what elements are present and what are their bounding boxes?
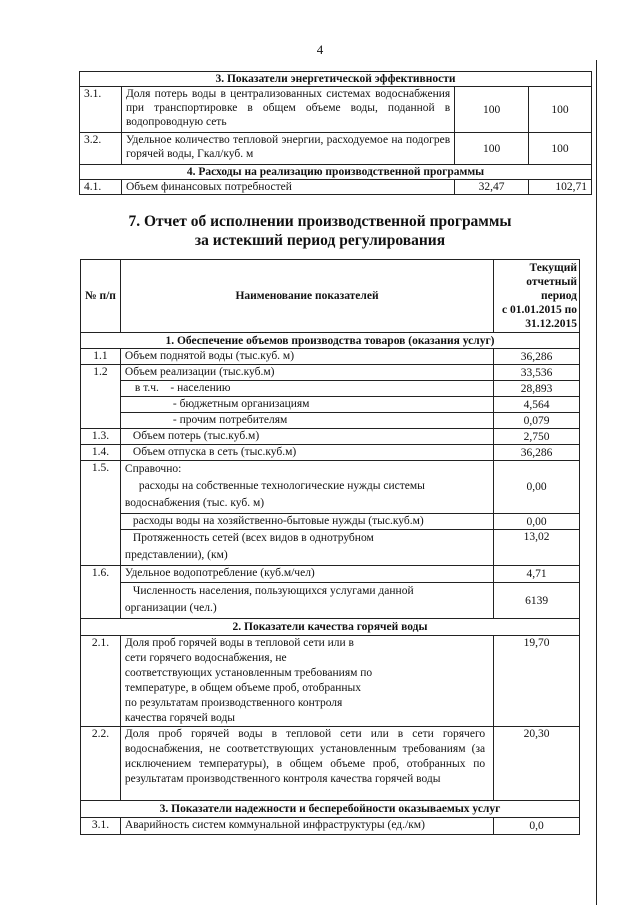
header-value-line: Текущий	[529, 262, 577, 274]
indicator-name: Объем реализации (тыс.куб.м)	[120, 365, 493, 381]
header-value-line: 31.12.2015	[525, 318, 577, 330]
value-cell: 33,536	[494, 365, 580, 381]
value-cell: 4,71	[494, 566, 580, 583]
indicator-name: - бюджетным организациям	[120, 397, 493, 413]
row-number: 1.6.	[81, 566, 121, 619]
indicator-line: Численность населения, пользующихся услугами данной	[132, 585, 414, 597]
header-value	[494, 260, 580, 333]
indicator-name: Объем отпуска в сеть (тыс.куб.м)	[120, 445, 493, 461]
indicator-name: Объем финансовых потребностей	[121, 180, 454, 195]
value-cell: 36,286	[494, 445, 580, 461]
value-cell: 100	[529, 87, 592, 133]
indicator-name: Удельное количество тепловой энергии, расходуемое на подогрев горячей воды, Гкал/куб. м	[121, 133, 454, 165]
row-number: 3.1.	[81, 818, 121, 835]
page-number: 4	[316, 42, 324, 57]
value-cell: 100	[529, 133, 592, 165]
indicator-name: Удельное водопотребление (куб.м/чел)	[120, 566, 493, 583]
value-cell: 0,00	[494, 461, 580, 514]
value-cell: 0,079	[494, 413, 580, 429]
value-cell: 6139	[494, 583, 580, 619]
section-7-title-line2: за истекший период регулирования	[194, 232, 446, 249]
row-number: 1.3.	[81, 429, 121, 445]
value-cell: 0,00	[494, 514, 580, 530]
indicator-name	[120, 381, 493, 397]
header-number: № п/п	[81, 260, 121, 333]
indicator-line: расходы на собственные технологические нужды системы	[138, 480, 425, 492]
value-cell: 36,286	[494, 349, 580, 365]
indicator-name	[120, 530, 493, 566]
indicator-name: Объем потерь (тыс.куб.м)	[120, 429, 493, 445]
prefix-label: в т.ч.	[134, 382, 159, 394]
row-number: 1.4.	[81, 445, 121, 461]
indicator-name: - прочим потребителям	[120, 413, 493, 429]
value-cell: 102,71	[529, 180, 592, 195]
value-cell: 28,893	[494, 381, 580, 397]
page-edge-line	[596, 60, 597, 905]
row-number: 1.1	[81, 349, 121, 365]
header-value-line: отчетный период	[526, 276, 577, 302]
row-number: 1.5.	[81, 461, 121, 566]
indicator-line: водоснабжения (тыс. куб. м)	[124, 497, 265, 509]
section-title: 1. Обеспечение объемов производства товаров (оказания услуг)	[81, 333, 580, 349]
indicator-name	[120, 461, 493, 514]
header-value-line: с 01.01.2015 по	[502, 304, 577, 316]
header-name: Наименование показателей	[120, 260, 493, 333]
indicator-name	[120, 583, 493, 619]
value-cell: 13,02	[494, 530, 580, 566]
indicator-name: Доля потерь воды в централизованных системах водоснабжения при транспортировке в общем объеме воды, поданной в водопроводную сеть	[121, 87, 454, 133]
section-7-title-line1: 7. Отчет об исполнении производственной программы	[128, 213, 512, 230]
report-table	[80, 259, 580, 835]
value-cell: 2,750	[494, 429, 580, 445]
value-cell: 100	[455, 133, 529, 165]
subitem-label: - населению	[170, 382, 231, 394]
row-number: 4.1.	[80, 180, 122, 195]
row-number: 2.1.	[81, 636, 121, 727]
row-number: 3.2.	[80, 133, 122, 165]
row-number: 1.2	[81, 365, 121, 429]
value-cell: 20,30	[494, 727, 580, 801]
section-title: 4. Расходы на реализацию производственной программы	[80, 165, 592, 180]
section-title: 3. Показатели энергетической эффективности	[80, 72, 592, 87]
indicator-name: Аварийность систем коммунальной инфраструктуры (ед./км)	[120, 818, 493, 835]
indicator-name: Доля проб горячей воды в тепловой сети или в сети горячего водоснабжения, не соответствующих установленным требованиям (за исключением температуры), в общем объеме проб, отобранных по результатам производственного контроля качества горячей воды	[120, 727, 493, 801]
value-cell: 19,70	[494, 636, 580, 727]
indicator-line: представлении), (км)	[124, 549, 228, 561]
row-number: 2.2.	[81, 727, 121, 801]
indicator-line: организации (чел.)	[124, 602, 217, 614]
value-cell: 32,47	[455, 180, 529, 195]
section-title: 2. Показатели качества горячей воды	[81, 619, 580, 636]
indicator-name: расходы воды на хозяйственно-бытовые нужды (тыс.куб.м)	[120, 514, 493, 530]
reference-label: Справочно:	[124, 463, 182, 475]
indicator-name: Доля проб горячей воды в тепловой сети или в сети горячего водоснабжения, не соответствующих установленным требованиям по температуре, в общем объеме проб, отобранных по результатам производственного контроля качества горячей воды	[120, 636, 493, 727]
efficiency-table	[79, 71, 592, 195]
value-cell: 100	[455, 87, 529, 133]
value-cell: 4,564	[494, 397, 580, 413]
section-7-title	[0, 212, 640, 250]
indicator-name: Объем поднятой воды (тыс.куб. м)	[120, 349, 493, 365]
value-cell: 0,0	[494, 818, 580, 835]
section-title: 3. Показатели надежности и бесперебойности оказываемых услуг	[81, 801, 580, 818]
indicator-line: Протяженность сетей (всех видов в однотрубном	[132, 532, 374, 544]
row-number: 3.1.	[80, 87, 122, 133]
